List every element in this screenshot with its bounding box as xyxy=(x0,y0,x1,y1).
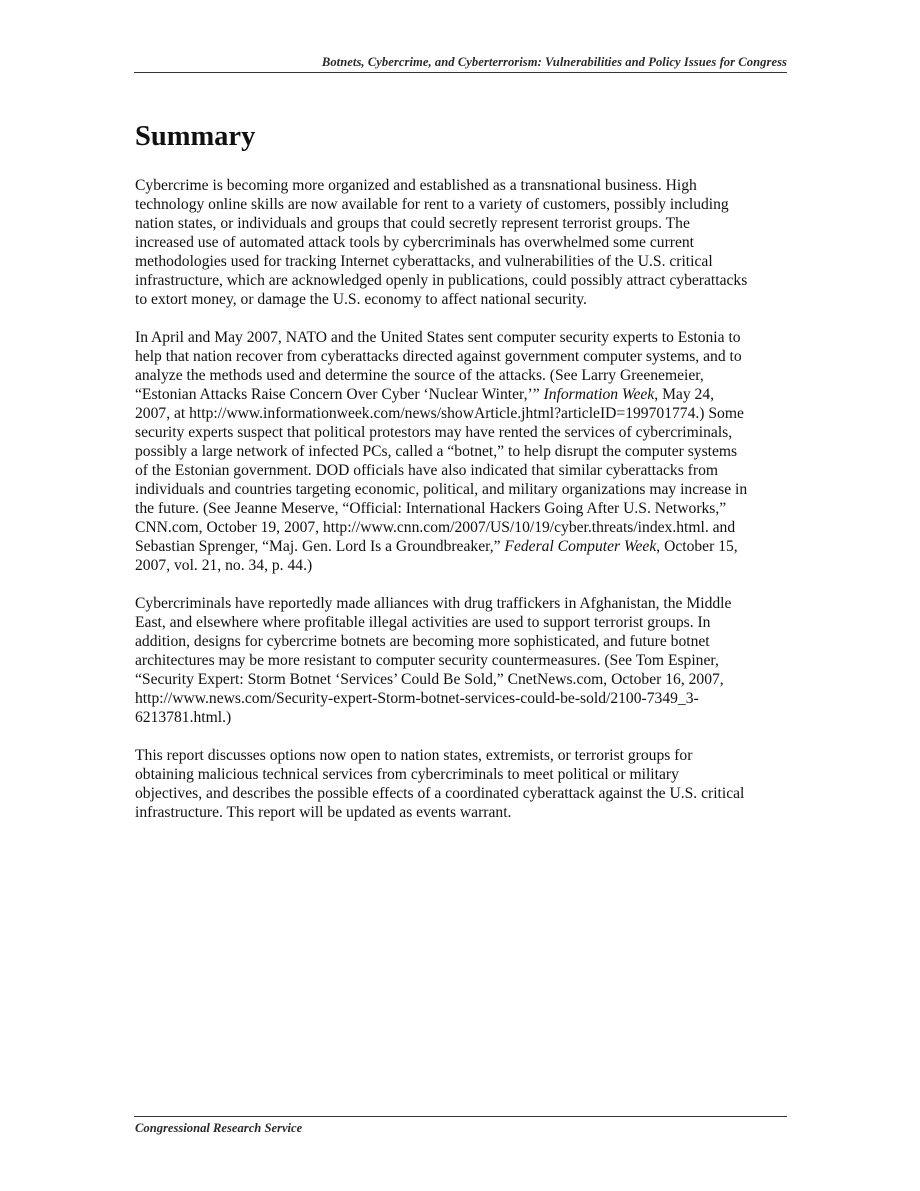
paragraph-2 xyxy=(135,328,790,575)
summary-body xyxy=(135,176,790,841)
header-rule xyxy=(134,72,787,73)
paragraph-2-text-a: In April and May 2007, NATO and the United States sent computer security experts to Estonia to help that nation recover from cyberattacks directed against government computer systems, and to analyze the methods used and determine the source of the attacks. (See Larry Greenemeier, “Estonian Attacks Raise Concern Over Cyber ‘Nuclear Winter,’” xyxy=(135,329,742,403)
paragraph-1: Cybercrime is becoming more organized and established as a transnational business. High technology online skills are now available for rent to a variety of customers, possibly including nation states, or individuals and groups that could secretly represent terrorist groups. The increased use of automated attack tools by cybercriminals has overwhelmed some current methodologies used for tracking Internet cyberattacks, and vulnerabilities of the U.S. critical infrastructure, which are acknowledged openly in publications, could possibly attract cyberattacks to extort money, or damage the U.S. economy to affect national security. xyxy=(135,177,748,308)
paragraph-4: This report discusses options now open to nation states, extremists, or terrorist groups for obtaining malicious technical services from cybercriminals to meet political or military objectives, and describes the possible effects of a coordinated cyberattack against the U.S. critical infrastructure. This report will be updated as events warrant. xyxy=(135,747,745,821)
footer-rule xyxy=(134,1116,787,1117)
paragraph-3: Cybercriminals have reportedly made alliances with drug traffickers in Afghanistan, the Middle East, and elsewhere where profitable illegal activities are used to support terrorist groups. In addition, designs for cybercrime botnets are becoming more sophisticated, and future botnet architectures may be more resistant to computer security countermeasures. (See Tom Espiner, “Security Expert: Storm Botnet ‘Services’ Could Be Sold,” CnetNews.com, October 16, 2007, http://www.news.com/Security-expert-Storm-botnet-services-could-be-sold/2100-7349_3- 6213781.html.) xyxy=(135,595,732,726)
running-footer: Congressional Research Service xyxy=(135,1121,303,1135)
running-header: Botnets, Cybercrime, and Cyberterrorism: Vulnerabilities and Policy Issues for Congress xyxy=(321,55,787,69)
publication-title-federal-computer-week: Federal Computer Week xyxy=(504,538,657,555)
paragraph-2-text-b: , May 24, 2007, at http://www.informationweek.com/news/showArticle.jhtml?articleID=199701774.) Some security experts suspect that political protestors may have rented the services of cybercriminals, possibly a large network of infected PCs, called a “botnet,” to help disrupt the computer systems of the Estonian government. DOD officials have also indicated that similar cyberattacks from individuals and countries targeting economic, political, and military organizations may increase in the future. (See Jeanne Meserve, “Official: International Hackers Going After U.S. Networks,” CNN.com, October 19, 2007, http://www.cnn.com/2007/US/10/19/cyber.threats/index.html. and Sebastian Sprenger, “Maj. Gen. Lord Is a Groundbreaker,” xyxy=(135,386,748,555)
publication-title-information-week: Information Week xyxy=(543,386,655,403)
paragraph-2-text-c: , October 15, 2007, vol. 21, no. 34, p. 44.) xyxy=(135,538,738,574)
page-title: Summary xyxy=(135,121,256,152)
